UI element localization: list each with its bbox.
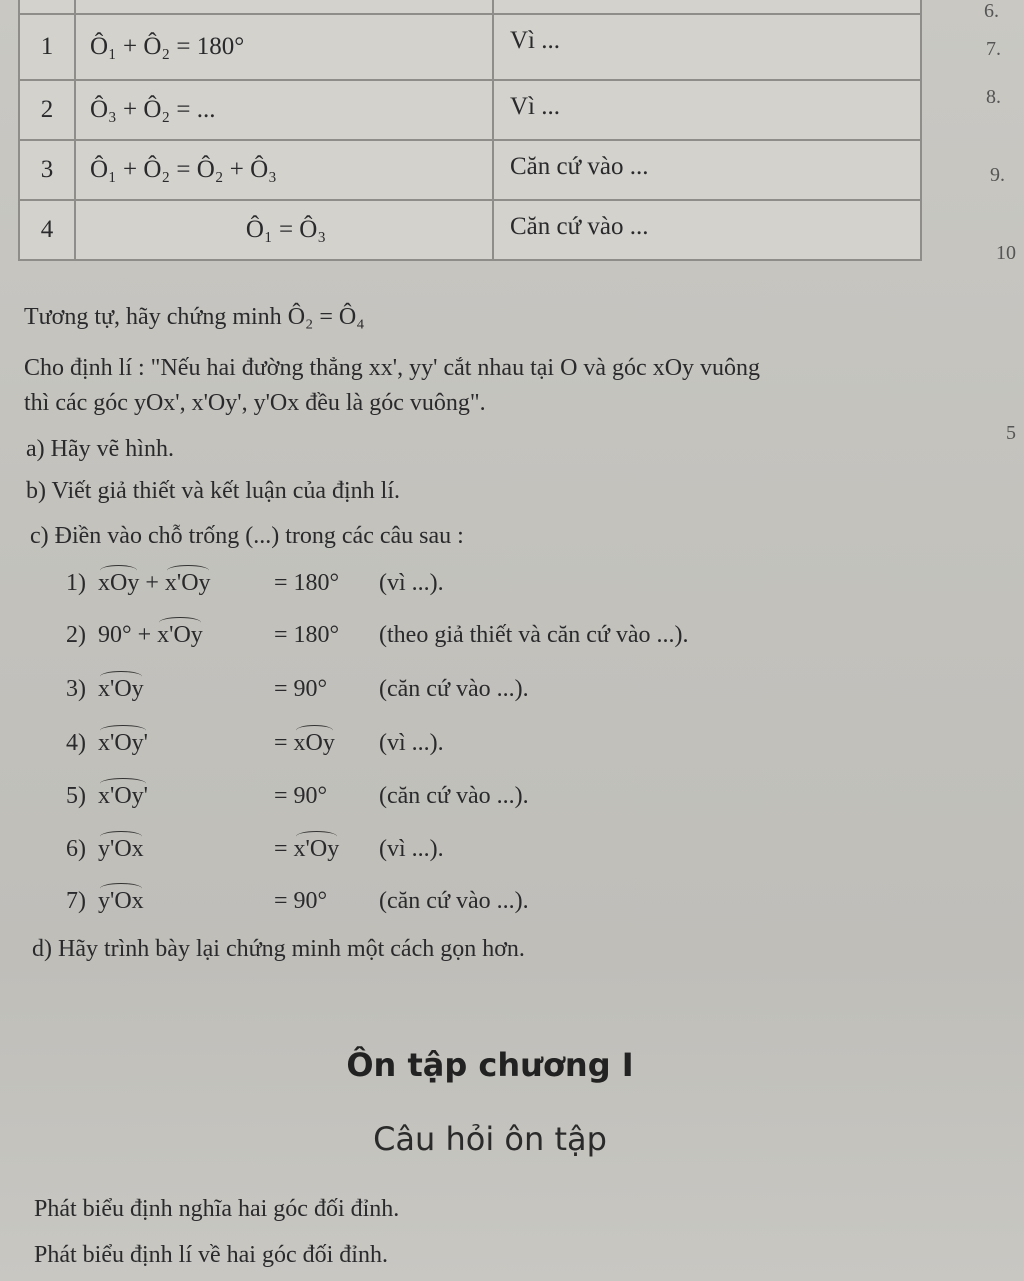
similar-expression: Ô₂ = Ô₄ [287, 304, 365, 330]
table-row [19, 80, 921, 140]
similar-text: Tương tự, hãy chứng minh [24, 304, 282, 330]
step-lhs [98, 730, 148, 757]
row-reason: Vì ... [493, 80, 921, 140]
row-number: 4 [19, 200, 75, 260]
step-label: 2) [66, 622, 86, 648]
step-rhs: = 180° [274, 570, 340, 596]
row-expression: Ô₁ = Ô₃ [75, 200, 493, 260]
margin-number: 5 [1006, 422, 1016, 444]
angle-arc: y'Ox [98, 888, 144, 914]
row-expression: Ô₃ + Ô₂ = ... [75, 80, 493, 140]
theorem-line-2: thì các góc yOx', x'Oy', y'Ox đều là góc vuông". [24, 390, 486, 416]
margin-number: 10 [996, 242, 1016, 264]
margin-number: 8. [986, 86, 1001, 108]
angle-arc: y'Ox [98, 836, 144, 862]
table-row [19, 140, 921, 200]
table-top-edge [19, 0, 921, 14]
table-row [19, 14, 921, 80]
step-reason: (căn cứ vào ...). [379, 676, 529, 702]
angle-arc: x'Oy [293, 836, 340, 862]
step-rhs: = 90° [274, 888, 328, 914]
theorem-line-1: Cho định lí : "Nếu hai đường thẳng xx', yy' cắt nhau tại O và góc xOy vuông [24, 355, 761, 381]
step-reason: (vì ...). [379, 836, 444, 862]
step-lhs [98, 676, 144, 703]
step-reason: (căn cứ vào ...). [379, 888, 529, 914]
chapter-title: Ôn tập chương I [346, 1046, 634, 1084]
row-expression: Ô₁ + Ô₂ = Ô₂ + Ô₃ [75, 140, 493, 200]
angle-arc: x'Oy [157, 622, 203, 648]
row-reason: Căn cứ vào ... [493, 200, 921, 260]
table-row [19, 200, 921, 260]
review-question: Phát biểu định nghĩa hai góc đối đỉnh. [34, 1196, 400, 1222]
step-label: 1) [66, 570, 86, 596]
row-reason: Vì ... [493, 14, 921, 80]
angle-arc: x'Oy [98, 676, 144, 702]
step-rhs: = 180° [274, 622, 340, 648]
margin-number: 9. [990, 164, 1005, 186]
step-label: 7) [66, 888, 86, 914]
proof-table [18, 0, 922, 261]
angle-arc: xOy [293, 730, 335, 756]
step-reason: (vì ...). [379, 730, 444, 756]
step-reason: (theo giả thiết và căn cứ vào ...). [379, 622, 689, 648]
section-title: Câu hỏi ôn tập [373, 1120, 607, 1158]
step-label: 6) [66, 836, 86, 862]
step-lhs [98, 836, 144, 863]
step-rhs: = x'Oy [274, 836, 340, 862]
step-lhs: xOy + x'Oy [98, 570, 211, 596]
task-c: c) Điền vào chỗ trống (...) trong các câu sau : [30, 523, 464, 549]
angle-arc: xOy [98, 570, 140, 596]
step-rhs: = xOy [274, 730, 335, 756]
margin-number: 6. [984, 0, 999, 22]
step-rhs: = 90° [274, 783, 328, 809]
margin-number: 7. [986, 38, 1001, 60]
task-d: d) Hãy trình bày lại chứng minh một cách gọn hơn. [32, 936, 525, 962]
step-label: 5) [66, 783, 86, 809]
step-reason: (vì ...). [379, 570, 444, 596]
angle-arc: x'Oy' [98, 730, 148, 756]
row-reason: Căn cứ vào ... [493, 140, 921, 200]
row-number: 1 [19, 14, 75, 80]
step-label: 4) [66, 730, 86, 756]
review-question: Phát biểu định lí về hai góc đối đỉnh. [34, 1242, 388, 1268]
row-number: 2 [19, 80, 75, 140]
row-number: 3 [19, 140, 75, 200]
angle-arc: x'Oy' [98, 783, 148, 809]
step-lhs [98, 783, 148, 810]
step-label: 3) [66, 676, 86, 702]
task-a: a) Hãy vẽ hình. [26, 436, 174, 462]
step-reason: (căn cứ vào ...). [379, 783, 529, 809]
step-rhs: = 90° [274, 676, 328, 702]
task-b: b) Viết giả thiết và kết luận của định lí. [26, 478, 401, 504]
angle-arc: x'Oy [164, 570, 211, 596]
row-expression: Ô₁ + Ô₂ = 180° [75, 14, 493, 80]
step-lhs [98, 888, 144, 915]
step-lhs: 90° + x'Oy [98, 622, 203, 648]
similar-prompt [24, 304, 365, 331]
